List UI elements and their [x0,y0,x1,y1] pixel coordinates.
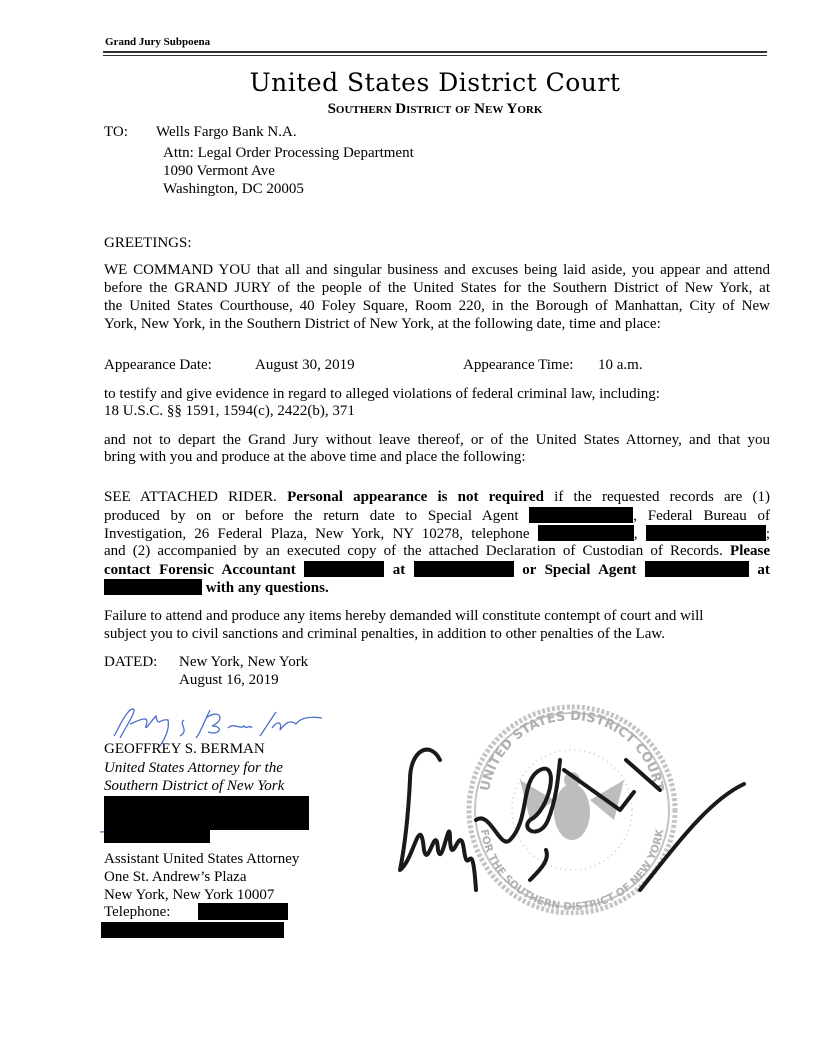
command-line: WE COMMAND YOU that all and singular business and excuses being laid aside, you appear and attend [104,262,770,278]
signer-ausa: Assistant United States Attorney [104,851,300,867]
rider-text: and (2) accompanied by an executed copy of the attached Declaration of Custodian of Records. [104,543,723,559]
redaction [304,561,384,577]
redaction [104,829,210,843]
appearance-date-label: Appearance Date: [104,357,212,373]
appearance-time: 10 a.m. [598,357,643,373]
depart-line: bring with you and produce at the above time and place the following: [104,449,526,465]
dated-row [104,654,770,671]
redaction [538,525,634,541]
rider-line-5 [104,561,770,578]
header-rule [103,51,767,53]
signer-address: One St. Andrew’s Plaza [104,869,247,885]
court-title: United States District Court [249,68,621,97]
header-rule-thin [103,55,767,56]
rider-line-1 [104,489,770,506]
seal-top-text: UNITED STATES DISTRICT COURT [477,708,666,793]
rider-line-3 [104,525,770,542]
recipient-attn: Attn: Legal Order Processing Department [163,145,414,161]
rider-bold-text: at [757,562,770,578]
recipient-street: 1090 Vermont Ave [163,163,275,179]
rider-bold-text: or Special Agent [522,562,637,578]
redaction [198,903,288,920]
rider-text: SEE ATTACHED RIDER. [104,489,277,505]
signer-title: Southern District of New York [104,778,285,794]
rider-text: , [633,526,638,542]
rider-text: Investigation, 26 Federal Plaza, New York, NY 10278, telephone [104,526,530,542]
dated-label: DATED: [104,654,158,670]
court-seal-and-signature [380,700,800,915]
dated-date: August 16, 2019 [179,672,279,688]
rider-line-4 [104,543,770,560]
appearance-row [104,357,770,374]
dated-place: New York, New York [179,654,309,670]
rider-text: , Federal Bureau of [633,508,770,524]
testify-line: to testify and give evidence in regard to alleged violations of federal criminal law, including: [104,386,660,402]
statutes-line: 18 U.S.C. §§ 1591, 1594(c), 2422(b), 371 [104,403,355,419]
redaction [529,507,633,523]
rider-bold-text: at [392,562,406,578]
rider-text: ; [765,526,770,542]
rider-bold-text: Personal appearance is not required [287,489,544,505]
redaction [645,561,749,577]
signer-telephone-label: Telephone: [104,904,171,920]
rider-text: if the requested records are (1) [554,489,770,505]
appearance-time-label: Appearance Time: [463,357,574,373]
redaction [104,579,202,595]
rider-line-2 [104,507,770,524]
redaction [646,525,766,541]
redaction [414,561,514,577]
redaction [101,922,284,938]
recipient-line [104,124,770,141]
failure-line: subject you to civil sanctions and criminal penalties, in addition to other penalties of the Law. [104,626,665,642]
to-label: TO: [104,124,128,140]
signer-address: New York, New York 10007 [104,887,275,903]
seal-bottom-text: FOR THE SOUTHERN DISTRICT OF NEW YORK [477,828,667,914]
appearance-date: August 30, 2019 [255,357,355,373]
greeting: GREETINGS: [104,235,192,251]
command-line: before the GRAND JURY of the people of the United States for the Southern District of New York, at [104,280,770,296]
rider-bold-text: Please [730,543,771,559]
rider-bold-text: with any questions. [205,580,329,596]
signer-name: GEOFFREY S. BERMAN [104,741,265,757]
rider-bold-text: contact Forensic Accountant [104,562,296,578]
recipient-city: Washington, DC 20005 [163,181,304,197]
rider-text: produced by on or before the return date to Special Agent [104,508,519,524]
signer-title: United States Attorney for the [104,760,283,776]
redaction [104,796,309,830]
command-line: the United States Courthouse, 40 Foley Square, Room 220, in the Borough of Manhattan, City of New [104,298,770,314]
court-district: Southern District of New York [327,101,543,117]
command-line: York, New York, in the Southern District of New York, at the following date, time and place: [104,316,661,332]
document-header: Grand Jury Subpoena [105,36,211,48]
failure-line: Failure to attend and produce any items hereby demanded will constitute contempt of court and will [104,608,704,624]
depart-line: and not to depart the Grand Jury without leave thereof, or of the United States Attorney, and that you [104,432,770,448]
rider-line-6 [104,579,770,596]
recipient-name: Wells Fargo Bank N.A. [156,124,297,140]
